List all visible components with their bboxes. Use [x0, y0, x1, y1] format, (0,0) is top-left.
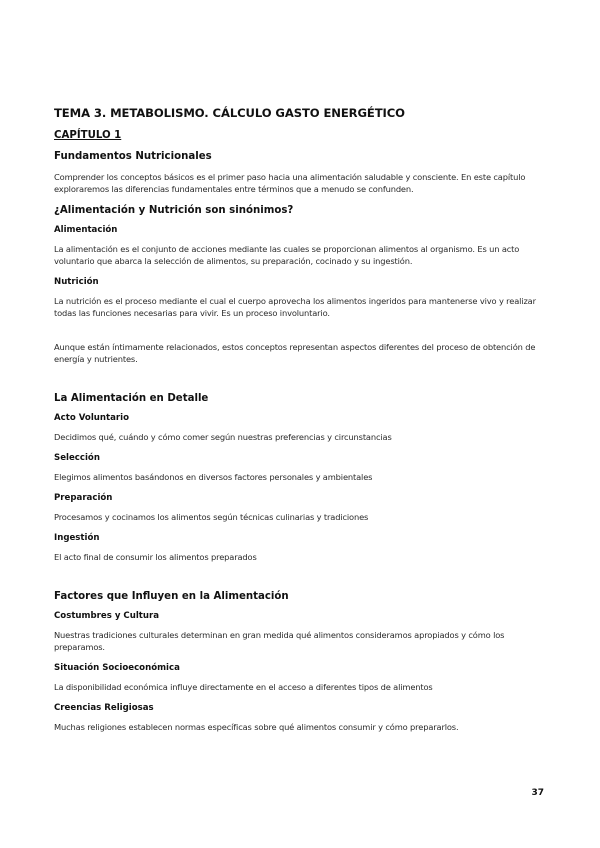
spacer [54, 329, 548, 341]
detalle-item-label: Selección [54, 453, 100, 463]
detalle-item-text: Decidimos qué, cuándo y cómo comer según nuestras preferencias y circunstancias [54, 432, 392, 442]
detalle-item-text: Procesamos y cocinamos los alimentos según técnicas culinarias y tradiciones [54, 512, 369, 522]
detalle-item-label: Preparación [54, 493, 113, 503]
alimentacion-text: La alimentación es el conjunto de acciones mediante las cuales se proporcionan alimentos al organismo. Es un acto voluntario que abarca la selección de alimentos, su preparación, cocinado y su ingestión. [54, 244, 520, 266]
fundamentos-heading: Fundamentos Nutricionales [54, 151, 212, 162]
conclusion-text: Aunque están íntimamente relacionados, estos conceptos representan aspectos diferentes del proceso de obtención de energía y nutrientes. [54, 342, 536, 364]
detalle-item-text: El acto final de consumir los alimentos preparados [54, 552, 257, 562]
page-content [54, 106, 548, 743]
detalle-item-text: Elegimos alimentos basándonos en diversos factores personales y ambientales [54, 472, 373, 482]
factores-item-label: Situación Socioeconómica [54, 663, 180, 673]
sinonimos-heading: ¿Alimentación y Nutrición son sinónimos? [54, 205, 294, 216]
page-number: 37 [531, 788, 544, 798]
chapter-label: CAPÍTULO 1 [54, 130, 122, 141]
nutricion-label: Nutrición [54, 277, 99, 287]
factores-heading: Factores que Influyen en la Alimentación [54, 591, 289, 602]
alimentacion-label: Alimentación [54, 225, 118, 235]
nutricion-text: La nutrición es el proceso mediante el cual el cuerpo aprovecha los alimentos ingeridos para mantenerse vivo y realizar todas las funciones necesarias para vivir. Es un proceso involuntario. [54, 296, 536, 318]
spacer [54, 375, 548, 393]
factores-item-label: Creencias Religiosas [54, 703, 154, 713]
page-title: TEMA 3. METABOLISMO. CÁLCULO GASTO ENERGÉTICO [54, 106, 405, 120]
factores-item-text: Muchas religiones establecen normas específicas sobre qué alimentos consumir y cómo prepararlos. [54, 722, 459, 732]
factores-item-text: La disponibilidad económica influye directamente en el acceso a diferentes tipos de alimentos [54, 682, 433, 692]
factores-item-text: Nuestras tradiciones culturales determinan en gran medida qué alimentos consideramos apropiados y cómo los preparamos. [54, 630, 505, 652]
detalle-item-label: Ingestión [54, 533, 100, 543]
spacer [54, 573, 548, 591]
detalle-item-label: Acto Voluntario [54, 413, 130, 423]
fundamentos-text: Comprender los conceptos básicos es el primer paso hacia una alimentación saludable y consciente. En este capítulo exploraremos las diferencias fundamentales entre términos que a menudo se confunden. [54, 172, 526, 194]
detalle-heading: La Alimentación en Detalle [54, 393, 209, 404]
factores-item-label: Costumbres y Cultura [54, 611, 160, 621]
